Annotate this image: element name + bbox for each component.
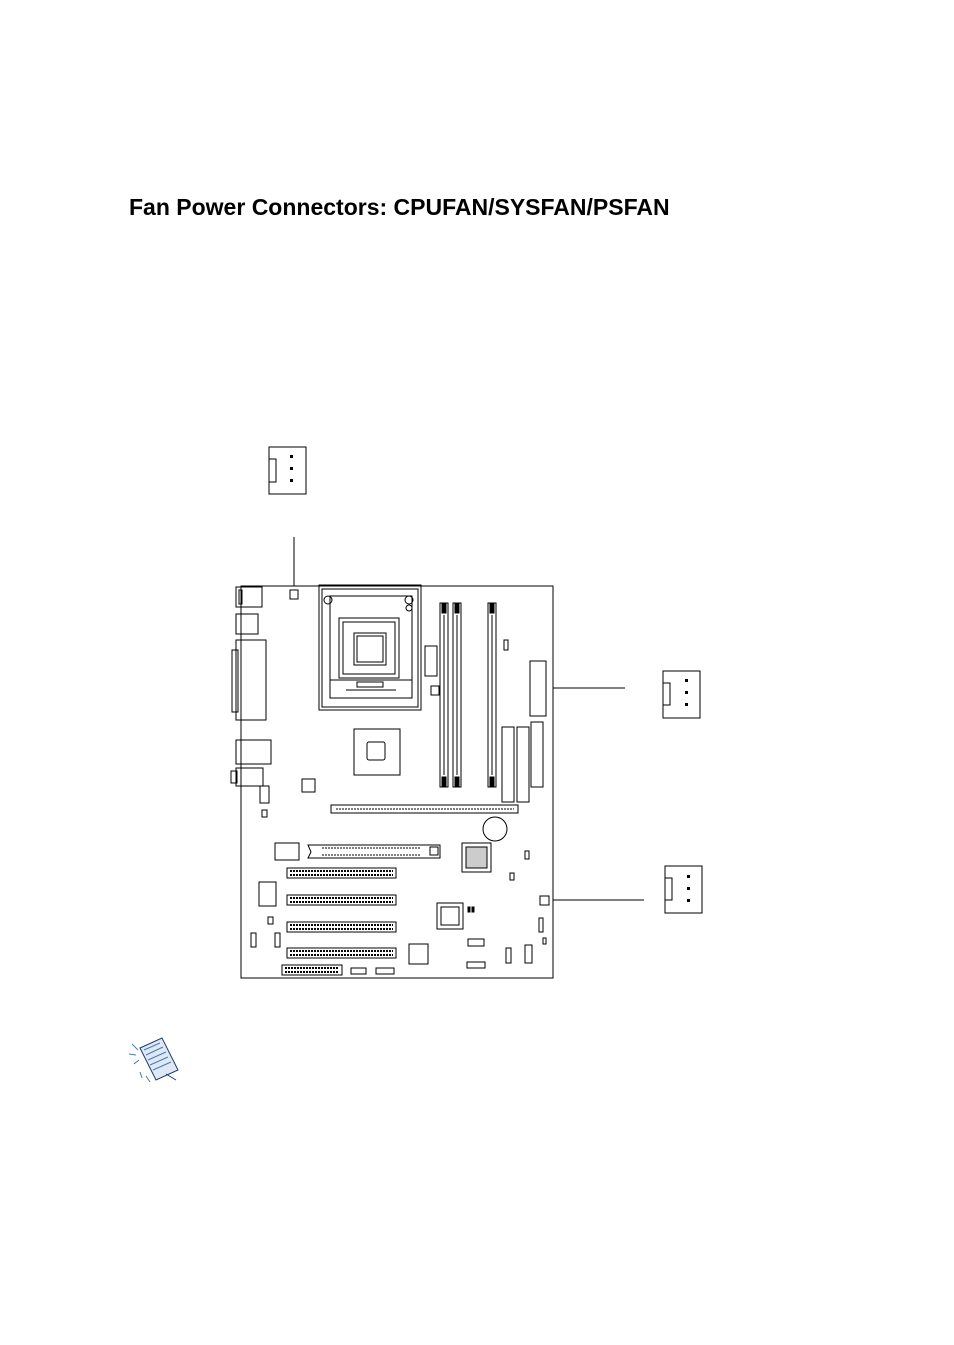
fan-connector-top <box>269 447 306 494</box>
note-paper-icon <box>126 1036 182 1084</box>
board-outline <box>241 586 553 978</box>
page-title: Fan Power Connectors: CPUFAN/SYSFAN/PSFAN <box>129 194 670 220</box>
fan-connector-right-middle <box>663 671 700 718</box>
fan-connector-right-bottom <box>665 866 702 913</box>
